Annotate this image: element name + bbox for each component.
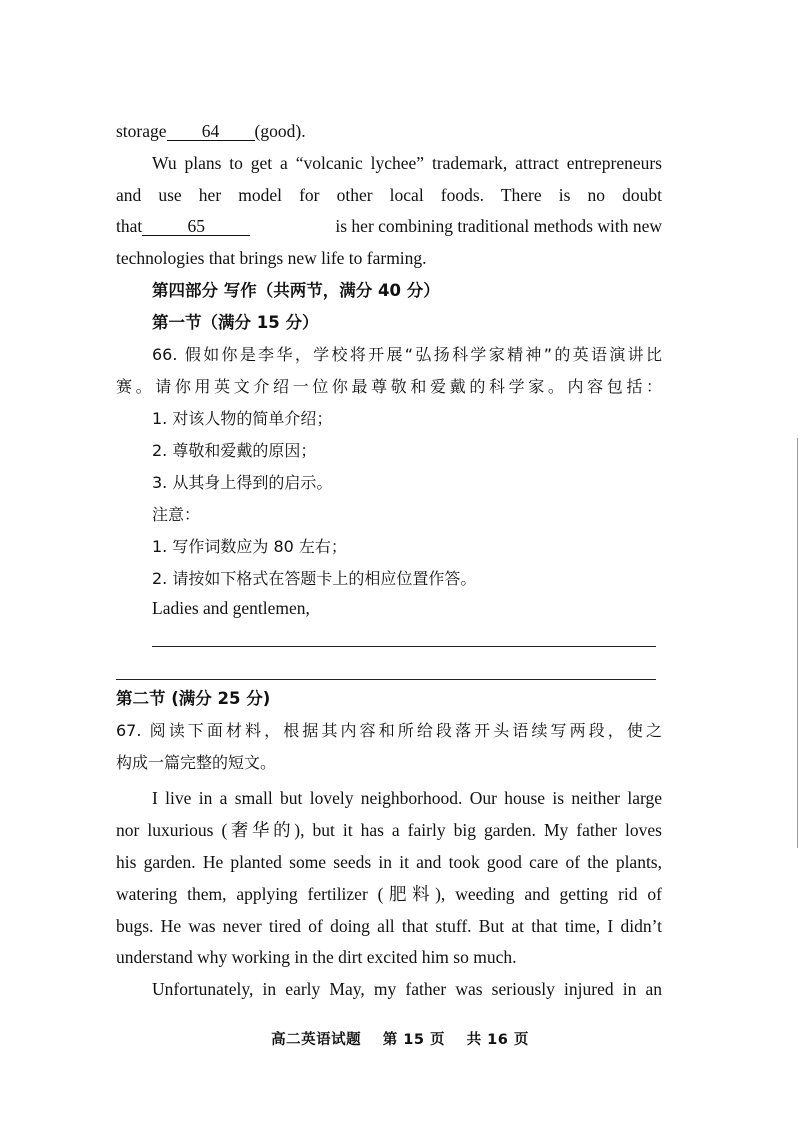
- q67-prompt-line-1: 67. 阅读下面材料，根据其内容和所给段落开头语续写两段，使之: [116, 721, 662, 740]
- scan-edge-mark: [797, 438, 798, 848]
- passage-line-2: Wu plans to get a “volcanic lychee” trademark, attract entrepreneurs: [152, 153, 662, 173]
- answer-blank-64: 64: [167, 122, 255, 141]
- section2-heading: 第二节 (满分 25 分): [116, 689, 271, 708]
- passage-line-3: and use her model for other local foods. There is no doubt: [116, 185, 662, 205]
- q66-prompt-line-2: 赛。请你用英文介绍一位你最尊敬和爱戴的科学家。内容包括：: [116, 377, 662, 396]
- story-line-3: his garden. He planted some seeds in it and took good care of the plants,: [116, 852, 662, 872]
- passage-text: that: [116, 216, 143, 236]
- q66-greeting: Ladies and gentlemen,: [152, 598, 310, 618]
- part4-heading: 第四部分 写作（共两节，满分 40 分）: [152, 281, 440, 300]
- passage-line-5: technologies that brings new life to farming.: [116, 248, 427, 268]
- passage-text: (good).: [254, 121, 306, 141]
- passage-text: is her combining traditional methods with new: [335, 216, 662, 236]
- q66-point-1: 1. 对该人物的简单介绍；: [152, 409, 333, 428]
- q66-point-2: 2. 尊敬和爱戴的原因；: [152, 441, 317, 460]
- answer-line-2: [116, 679, 656, 680]
- page-footer: [0, 1028, 800, 1049]
- passage-text: storage: [116, 121, 167, 141]
- q66-point-3: 3. 从其身上得到的启示。: [152, 473, 333, 492]
- story-line-2: nor luxurious (奢华的), but it has a fairly big garden. My father loves: [116, 820, 662, 840]
- passage-line-4: [116, 215, 662, 237]
- q66-note-1: 1. 写作词数应为 80 左右；: [152, 537, 347, 556]
- q66-prompt-line-1: 66. 假如你是李华，学校将开展“弘扬科学家精神”的英语演讲比: [152, 345, 662, 364]
- story-line-6: understand why working in the dirt excited him so much.: [116, 947, 517, 967]
- answer-line-1: [152, 646, 656, 647]
- q66-notes-label: 注意：: [152, 505, 201, 524]
- section1-heading: 第一节（满分 15 分）: [152, 313, 319, 332]
- passage-line-1: [116, 120, 662, 142]
- answer-blank-65: 65: [142, 217, 250, 236]
- story-line-1: I live in a small but lovely neighborhood. Our house is neither large: [152, 788, 662, 808]
- q66-note-2: 2. 请按如下格式在答题卡上的相应位置作答。: [152, 569, 477, 588]
- story-line-7: Unfortunately, in early May, my father was seriously injured in an: [152, 979, 662, 999]
- footer-total-pages: 共 16 页: [466, 1032, 529, 1048]
- story-line-5: bugs. He was never tired of doing all that stuff. But at that time, I didn’t: [116, 916, 662, 936]
- footer-page-number: 第 15 页: [382, 1032, 445, 1048]
- story-line-4: watering them, applying fertilizer (肥料), weeding and getting rid of: [116, 884, 662, 904]
- q67-prompt-line-2: 构成一篇完整的短文。: [116, 753, 277, 772]
- footer-title: 高二英语试题: [271, 1032, 362, 1048]
